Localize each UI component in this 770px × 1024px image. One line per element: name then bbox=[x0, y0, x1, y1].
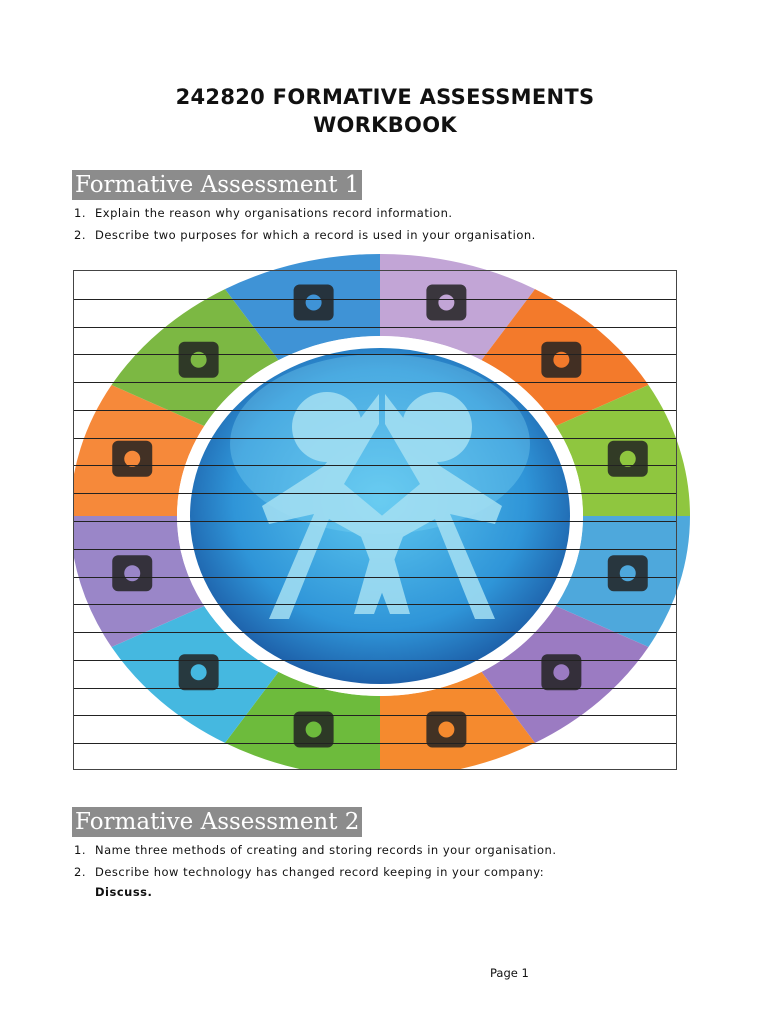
answer-line bbox=[74, 299, 676, 300]
answer-line bbox=[74, 715, 676, 716]
answer-line bbox=[74, 521, 676, 522]
question-text: Explain the reason why organisations record information. bbox=[95, 206, 453, 220]
question-number: 2. bbox=[74, 865, 86, 879]
answer-line bbox=[74, 382, 676, 383]
assessment-2-heading: Formative Assessment 2 bbox=[72, 807, 362, 837]
assessment-1-answer-area[interactable] bbox=[73, 270, 677, 770]
question-text: Name three methods of creating and storing records in your organisation. bbox=[95, 843, 557, 857]
assessment-2-question-2 bbox=[74, 864, 544, 880]
assessment-1-question-2 bbox=[74, 227, 536, 243]
answer-line bbox=[74, 660, 676, 661]
question-text: Describe how technology has changed record keeping in your company: bbox=[95, 865, 545, 879]
answer-line bbox=[74, 743, 676, 744]
answer-line bbox=[74, 410, 676, 411]
assessment-1-heading: Formative Assessment 1 bbox=[72, 170, 362, 200]
answer-line bbox=[74, 688, 676, 689]
assessment-2-question-1 bbox=[74, 842, 556, 858]
answer-line bbox=[74, 604, 676, 605]
question-text: Describe two purposes for which a record is used in your organisation. bbox=[95, 228, 536, 242]
answer-line bbox=[74, 632, 676, 633]
assessment-1-question-1 bbox=[74, 205, 453, 221]
answer-line bbox=[74, 327, 676, 328]
title-line-2: WORKBOOK bbox=[313, 113, 457, 137]
document-title bbox=[0, 83, 770, 139]
page-number: Page 1 bbox=[490, 966, 529, 980]
answer-line bbox=[74, 549, 676, 550]
answer-line bbox=[74, 354, 676, 355]
discuss-label: Discuss. bbox=[95, 885, 153, 899]
question-number: 1. bbox=[74, 206, 86, 220]
question-number: 1. bbox=[74, 843, 86, 857]
title-line-1: 242820 FORMATIVE ASSESSMENTS bbox=[175, 85, 595, 109]
answer-line bbox=[74, 438, 676, 439]
answer-line bbox=[74, 577, 676, 578]
answer-line bbox=[74, 465, 676, 466]
answer-line bbox=[74, 493, 676, 494]
question-number: 2. bbox=[74, 228, 86, 242]
